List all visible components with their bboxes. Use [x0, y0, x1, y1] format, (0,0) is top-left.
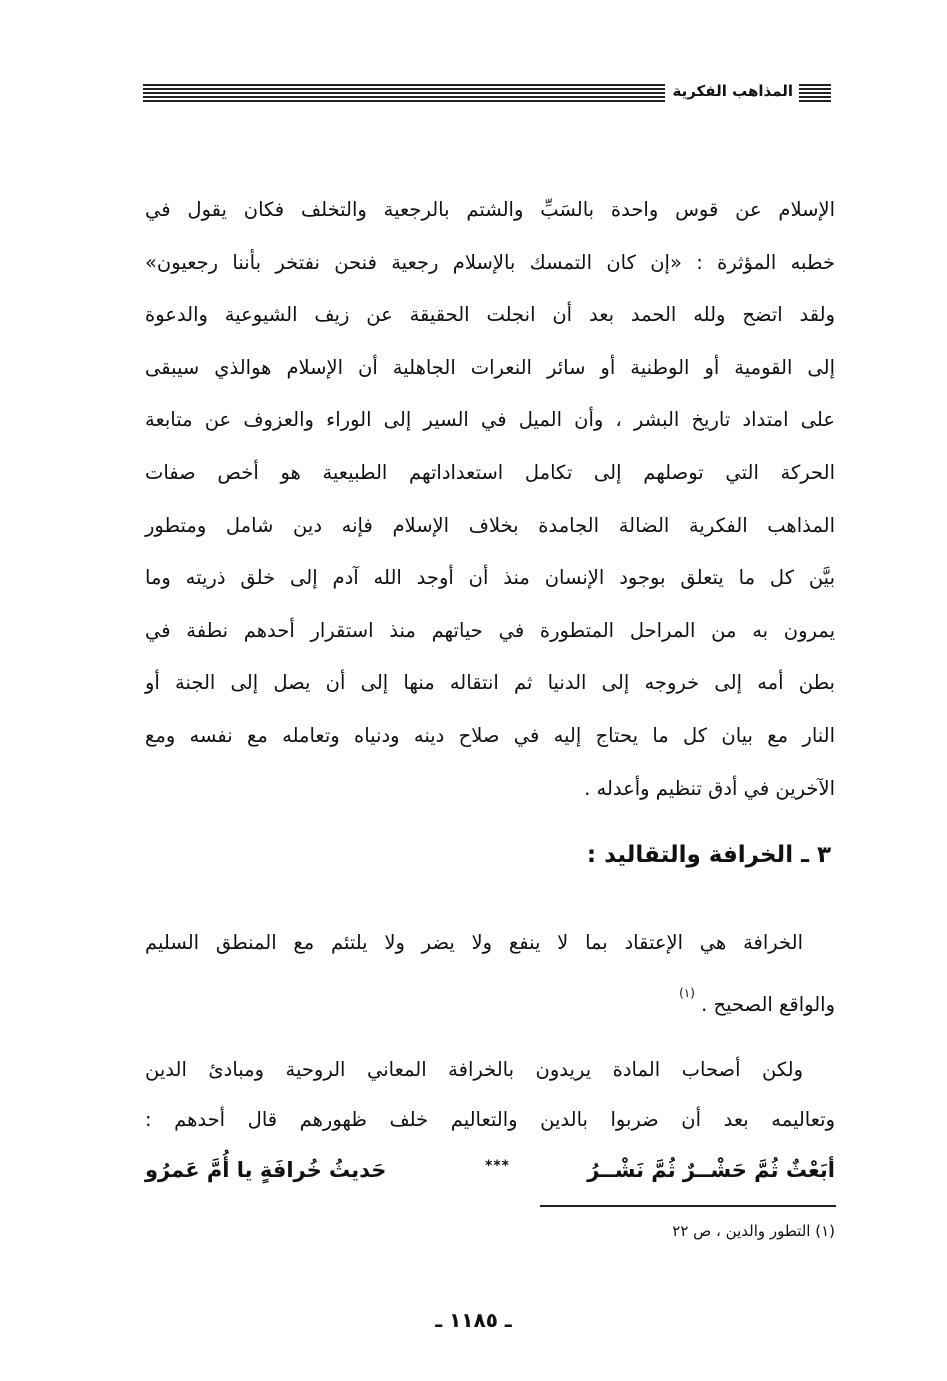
body-line: خطبه المؤثرة : «إن كان التمسك بالإسلام رجعية فنحن نفتخر بأننا رجعيون»	[145, 250, 835, 274]
body-line: الإسلام عن قوس واحدة بالسَبِّ والشتم بالرجعية والتخلف فكان يقول في	[145, 198, 835, 221]
definition-line: الخرافة هي الإعتقاد بما لا ينفع ولا يضر ولا يلتئم مع المنطق السليم	[145, 931, 803, 954]
poem-hemistich-1: أبَعْثٌ ثُمَّ حَشْــرٌ ثُمَّ نَشْــرُ	[587, 1158, 835, 1182]
header-ornament	[799, 84, 831, 104]
body-line: إلى القومية أو الوطنية أو سائر النعرات الجاهلية أن الإسلام هوالذي سيبقى	[145, 355, 835, 379]
footnote-divider	[540, 1205, 836, 1207]
body-line: المذاهب الفكرية الضالة الجامدة بخلاف الإسلام فإنه دين شامل ومتطور	[145, 513, 835, 537]
definition-paragraph	[145, 918, 835, 1030]
footnote: (١) التطور والدين ، ص ٢٢	[672, 1222, 835, 1240]
main-paragraph	[145, 184, 835, 815]
poem-hemistich-2: حَديثُ خُرافَةٍ يا أُمَّ عَمرُو	[145, 1158, 387, 1182]
section-heading: ٣ ـ الخرافة والتقاليد :	[586, 842, 831, 868]
body-line: الآخرين في أدق تنظيم وأعدله .	[584, 776, 835, 800]
body-line: يمرون به من المراحل المتطورة في حياتهم منذ استقرار أحدهم نطفة في	[145, 618, 835, 642]
materialists-line: ولكن أصحاب المادة يريدون بالخرافة المعاني الروحية ومبادئ الدين	[145, 1058, 803, 1081]
body-line: الحركة التي توصلهم إلى تكامل استعداداتهم الطبيعية هو أخص صفات	[145, 460, 835, 484]
header-title: المذاهب الفكرية	[672, 82, 793, 100]
definition-line-2	[145, 968, 835, 1030]
header-rule-lines	[143, 84, 665, 104]
body-line: ولقد اتضح ولله الحمد بعد أن انجلت الحقيقة عن زيف الشيوعية والدعوة	[145, 303, 835, 327]
body-line: النار مع بيان كل ما يحتاج إليه في صلاح دينه ودنياه وتعامله مع نفسه ومع	[145, 723, 835, 747]
definition-line-text: والواقع الصحيح .	[701, 993, 835, 1016]
materialists-paragraph	[145, 1045, 835, 1145]
poem-separator: ***	[485, 1158, 510, 1174]
body-line: بطن أمه إلى خروجه إلى الدنيا ثم انتقاله منها إلى أن يصل إلى الجنة أو	[145, 671, 835, 695]
body-line: على امتداد تاريخ البشر ، وأن الميل في السير إلى الوراء والعزوف عن متابعة	[145, 408, 835, 432]
materialists-line: وتعاليمه بعد أن ضربوا بالدين والتعاليم خلف ظهورهم قال أحدهم :	[145, 1108, 835, 1131]
page-number: ـ ١١٨٥ ـ	[435, 1308, 512, 1332]
body-line: بيَّن كل ما يتعلق بوجود الإنسان منذ أن أوجد الله آدم إلى خلق ذريته وما	[145, 566, 835, 590]
footnote-ref: (١)	[679, 986, 695, 1000]
running-header	[143, 78, 831, 108]
poem-verse	[145, 1158, 835, 1198]
